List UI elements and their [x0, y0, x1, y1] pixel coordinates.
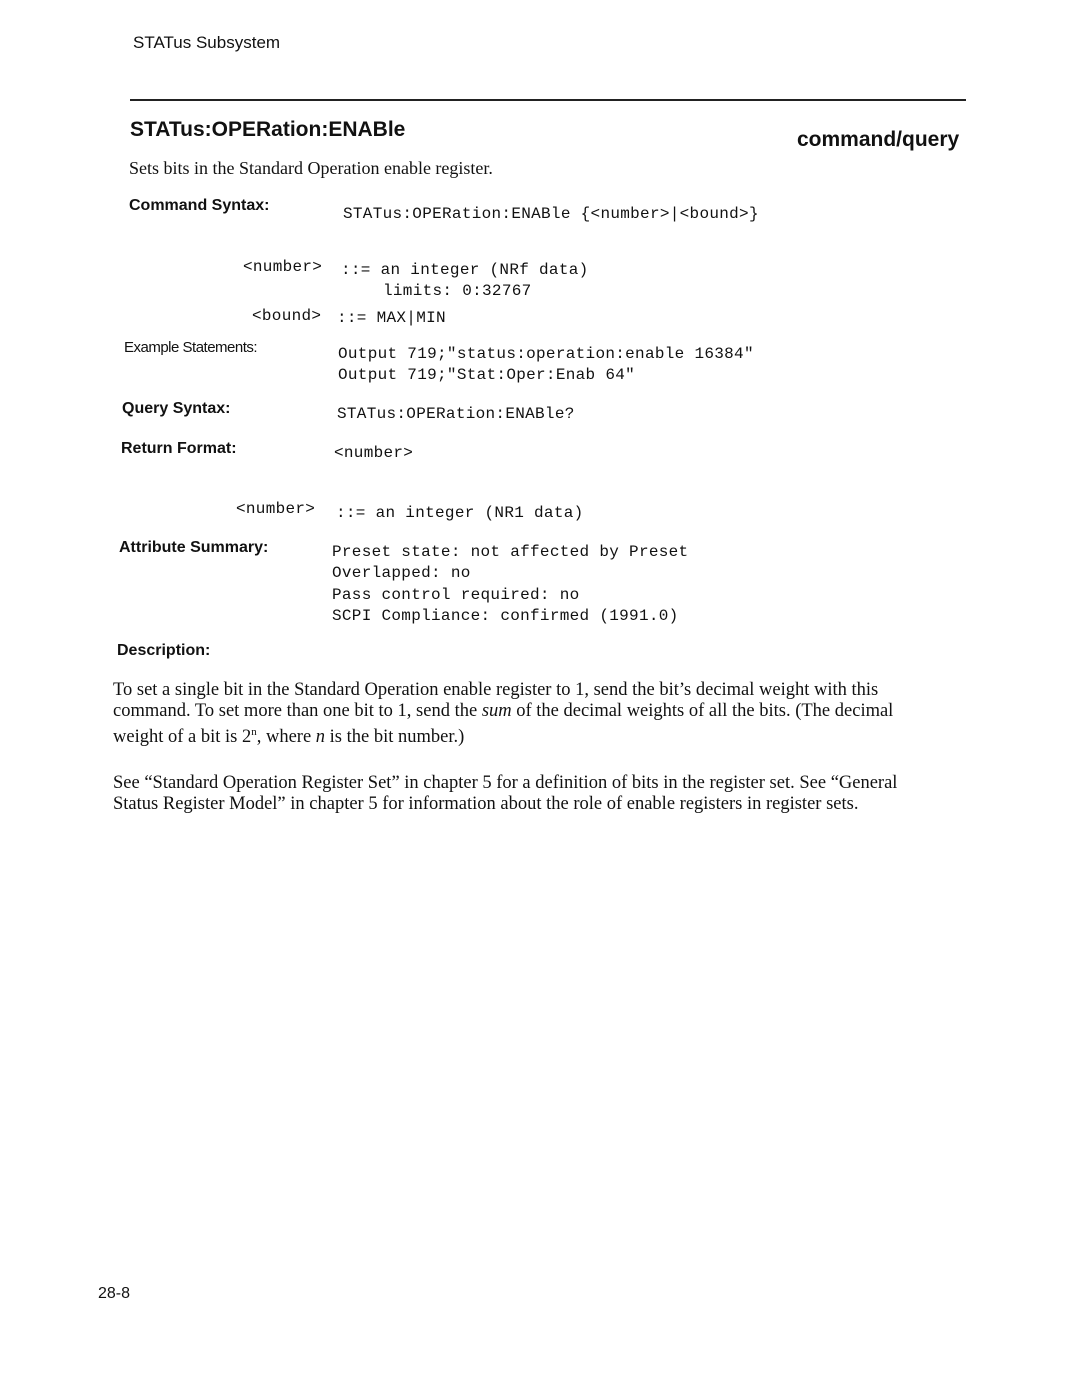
number-limits: limits: 0:32767	[383, 282, 532, 300]
description-paragraph-2	[113, 773, 933, 815]
desc-p1-part-a: To set a single bit in the Standard Operation enable register to 1, send the bit’s decimal weight with this command. To set more than one bit to 1, send the	[113, 680, 879, 721]
attribute-line-4: SCPI Compliance: confirmed (1991.0)	[332, 607, 679, 625]
command-intro: Sets bits in the Standard Operation enable register.	[129, 158, 493, 178]
running-header: STATus Subsystem	[133, 33, 281, 52]
bound-def-value: ::= MAX|MIN	[337, 309, 446, 327]
number-def-value: ::= an integer (NRf data)	[341, 261, 589, 279]
return-def-value: ::= an integer (NR1 data)	[336, 504, 584, 522]
command-type: command/query	[797, 128, 960, 151]
desc-p1-sum: sum	[481, 701, 512, 721]
desc-p1-part-d: is the bit number.)	[325, 727, 465, 748]
attribute-line-3: Pass control required: no	[332, 586, 580, 604]
desc-p1-part-c: , where	[256, 727, 316, 748]
desc-p1-part-b: of the decimal weights of all the bits. (The decimal weight of a bit is 2	[113, 701, 894, 748]
attribute-line-2: Overlapped: no	[332, 564, 471, 582]
return-format-label: Return Format:	[121, 440, 237, 457]
command-title: STATus:OPERation:ENABle	[130, 118, 406, 141]
attribute-summary-label: Attribute Summary:	[119, 539, 269, 556]
desc-p1-n: n	[315, 727, 326, 748]
header-rule	[130, 99, 966, 101]
attribute-line-1: Preset state: not affected by Preset	[332, 543, 689, 561]
command-syntax-value: STATus:OPERation:ENABle {<number>|<bound>}	[343, 205, 759, 223]
example-statements-label: Example Statements:	[124, 339, 258, 356]
description-label: Description:	[117, 642, 211, 659]
return-format-value: <number>	[334, 444, 414, 462]
bound-def-term: <bound>	[252, 307, 322, 325]
desc-p1-sup: n	[251, 726, 257, 738]
page-number: 28-8	[98, 1285, 131, 1302]
command-syntax-label: Command Syntax:	[129, 197, 270, 214]
number-def-term: <number>	[243, 258, 323, 276]
query-syntax-label: Query Syntax:	[122, 400, 231, 417]
description-paragraph-1	[113, 680, 933, 748]
return-def-term: <number>	[236, 500, 316, 518]
example-line-1: Output 719;"status:operation:enable 16384"	[338, 345, 754, 363]
example-line-2: Output 719;"Stat:Oper:Enab 64"	[338, 366, 636, 384]
desc-p2-text: See “Standard Operation Register Set” in chapter 5 for a definition of bits in the register set. See “General Status Register Model” in chapter 5 for information about the role of enable registers in register sets.	[113, 773, 898, 814]
query-syntax-value: STATus:OPERation:ENABle?	[337, 405, 575, 423]
